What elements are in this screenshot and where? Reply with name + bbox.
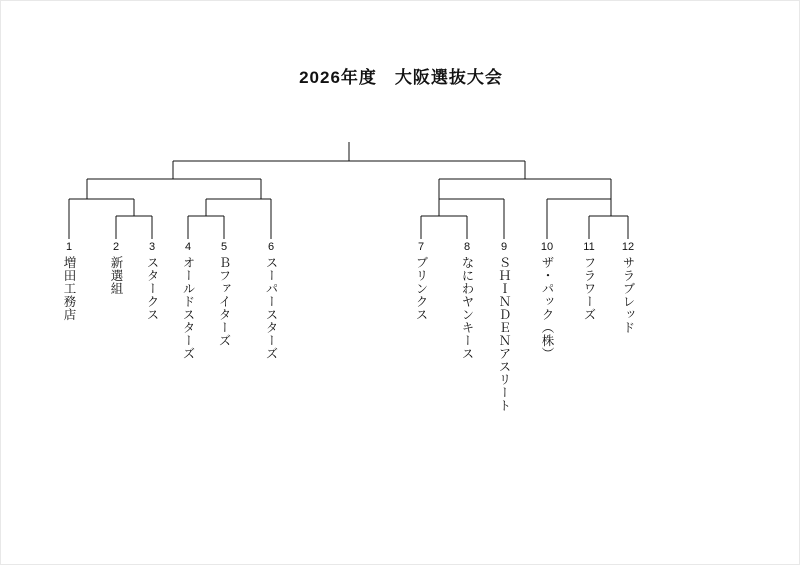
bracket-entry-6[interactable] (257, 241, 285, 360)
entry-number: 3 (148, 241, 156, 253)
bracket-entry-1[interactable] (55, 241, 83, 321)
entry-number: 2 (112, 241, 120, 253)
bracket-entry-11[interactable] (575, 241, 603, 321)
entry-number: 8 (463, 241, 471, 253)
entry-name: スタークス (145, 256, 159, 321)
entry-name: サラブレッド (621, 256, 635, 334)
entry-number: 4 (184, 241, 192, 253)
entry-number: 9 (500, 241, 508, 253)
entry-name: スーパースターズ (264, 256, 278, 360)
bracket-entry-9[interactable] (490, 241, 518, 412)
entry-name: フラワーズ (582, 256, 596, 321)
bracket-entry-5[interactable] (210, 241, 238, 347)
bracket-entry-12[interactable] (614, 241, 642, 334)
entry-name: なにわヤンキース (460, 256, 474, 360)
entry-number: 12 (621, 241, 635, 253)
bracket-entry-4[interactable] (174, 241, 202, 360)
entry-name: ザ・パック（株） (540, 256, 554, 360)
bracket-entry-7[interactable] (407, 241, 435, 321)
page-title: 2026年度 大阪選抜大会 (299, 68, 503, 87)
entry-number: 5 (220, 241, 228, 253)
entry-name: 増田工務店 (62, 256, 76, 321)
entry-number: 11 (583, 241, 595, 253)
bracket-entry-10[interactable] (533, 241, 561, 360)
entry-number: 7 (417, 241, 425, 253)
entry-name: ブリンクス (414, 256, 428, 321)
bracket-entry-2[interactable] (102, 241, 130, 295)
entry-name: ＳＨＩＮＤＥＮアスリート (497, 256, 511, 412)
entry-name: Ｂファイターズ (217, 256, 231, 347)
entry-name: オールドスターズ (181, 256, 195, 360)
bracket-entry-3[interactable] (138, 241, 166, 321)
entry-number: 10 (540, 241, 554, 253)
bracket-entry-8[interactable] (453, 241, 481, 360)
entry-number: 1 (65, 241, 73, 253)
entry-name: 新選組 (109, 256, 123, 295)
entry-number: 6 (267, 241, 275, 253)
